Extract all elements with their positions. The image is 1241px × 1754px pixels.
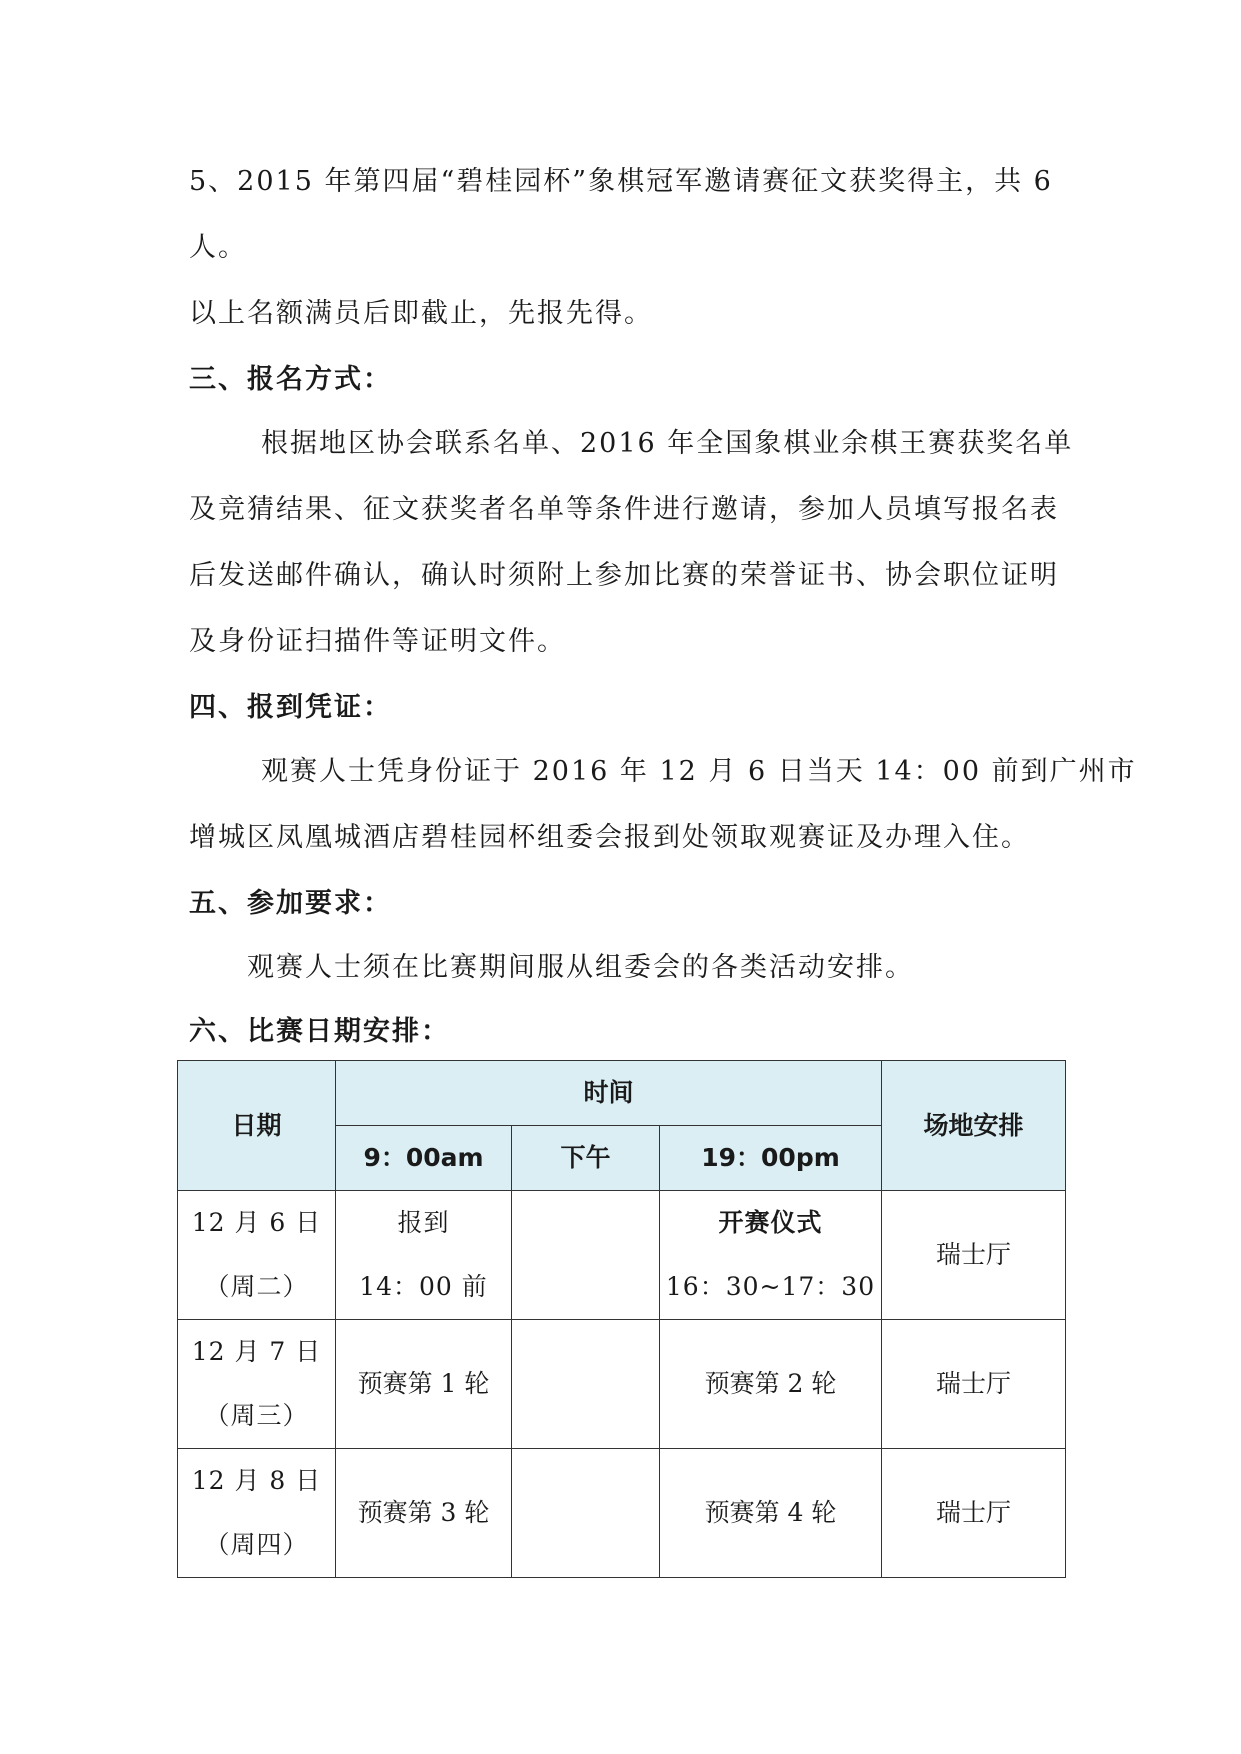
header-evening: 19：00pm bbox=[660, 1126, 882, 1191]
table-header-row bbox=[178, 1061, 1066, 1126]
morning-cell bbox=[336, 1191, 512, 1320]
morning-text: 报到 bbox=[397, 1208, 450, 1237]
evening-text: 开赛仪式 bbox=[718, 1208, 823, 1237]
section-3-line-4: 及身份证扫描件等证明文件。 bbox=[189, 626, 566, 657]
item-5-line-2: 人。 bbox=[189, 232, 247, 263]
morning-cell: 预赛第 3 轮 bbox=[336, 1449, 512, 1578]
weekday-text: （周四） bbox=[204, 1530, 309, 1559]
date-text: 12 月 8 日 bbox=[191, 1466, 322, 1495]
date-cell bbox=[178, 1449, 336, 1578]
date-cell bbox=[178, 1320, 336, 1449]
schedule-table bbox=[177, 1060, 1066, 1578]
section-3-line-3: 后发送邮件确认，确认时须附上参加比赛的荣誉证书、协会职位证明 bbox=[189, 560, 1059, 591]
section-3-line-1: 根据地区协会联系名单、2016 年全国象棋业余棋王赛获奖名单 bbox=[261, 428, 1074, 459]
section-4-line-1: 观赛人士凭身份证于 2016 年 12 月 6 日当天 14：00 前到广州市 bbox=[261, 756, 1137, 787]
section-4-line-2: 增城区凤凰城酒店碧桂园杯组委会报到处领取观赛证及办理入住。 bbox=[189, 822, 1030, 853]
header-date: 日期 bbox=[178, 1061, 336, 1191]
section-5-heading: 五、参加要求： bbox=[189, 888, 392, 919]
quota-note: 以上名额满员后即截止，先报先得。 bbox=[189, 298, 653, 329]
evening-cell: 预赛第 2 轮 bbox=[660, 1320, 882, 1449]
venue-cell: 瑞士厅 bbox=[882, 1320, 1066, 1449]
venue-cell: 瑞士厅 bbox=[882, 1191, 1066, 1320]
morning-subtext: 14：00 前 bbox=[359, 1272, 488, 1301]
header-venue: 场地安排 bbox=[882, 1061, 1066, 1191]
morning-cell: 预赛第 1 轮 bbox=[336, 1320, 512, 1449]
evening-cell: 预赛第 4 轮 bbox=[660, 1449, 882, 1578]
evening-cell bbox=[660, 1191, 882, 1320]
table-row bbox=[178, 1320, 1066, 1449]
header-time: 时间 bbox=[336, 1061, 882, 1126]
weekday-text: （周三） bbox=[204, 1401, 309, 1430]
header-morning: 9：00am bbox=[336, 1126, 512, 1191]
section-5-line-1: 观赛人士须在比赛期间服从组委会的各类活动安排。 bbox=[247, 952, 914, 983]
date-cell bbox=[178, 1191, 336, 1320]
evening-subtext: 16：30~17：30 bbox=[665, 1272, 876, 1301]
afternoon-cell bbox=[512, 1191, 660, 1320]
header-afternoon: 下午 bbox=[512, 1126, 660, 1191]
table-row bbox=[178, 1191, 1066, 1320]
section-6-heading: 六、比赛日期安排： bbox=[189, 1016, 450, 1047]
afternoon-cell bbox=[512, 1449, 660, 1578]
venue-cell: 瑞士厅 bbox=[882, 1449, 1066, 1578]
date-text: 12 月 7 日 bbox=[191, 1337, 322, 1366]
weekday-text: （周二） bbox=[204, 1272, 309, 1301]
afternoon-cell bbox=[512, 1320, 660, 1449]
section-3-heading: 三、报名方式： bbox=[189, 364, 392, 395]
section-4-heading: 四、报到凭证： bbox=[189, 692, 392, 723]
item-5-line-1: 5、2015 年第四届“碧桂园杯”象棋冠军邀请赛征文获奖得主，共 6 bbox=[189, 166, 1053, 197]
table-row bbox=[178, 1449, 1066, 1578]
section-3-line-2: 及竞猜结果、征文获奖者名单等条件进行邀请，参加人员填写报名表 bbox=[189, 494, 1059, 525]
date-text: 12 月 6 日 bbox=[191, 1208, 322, 1237]
